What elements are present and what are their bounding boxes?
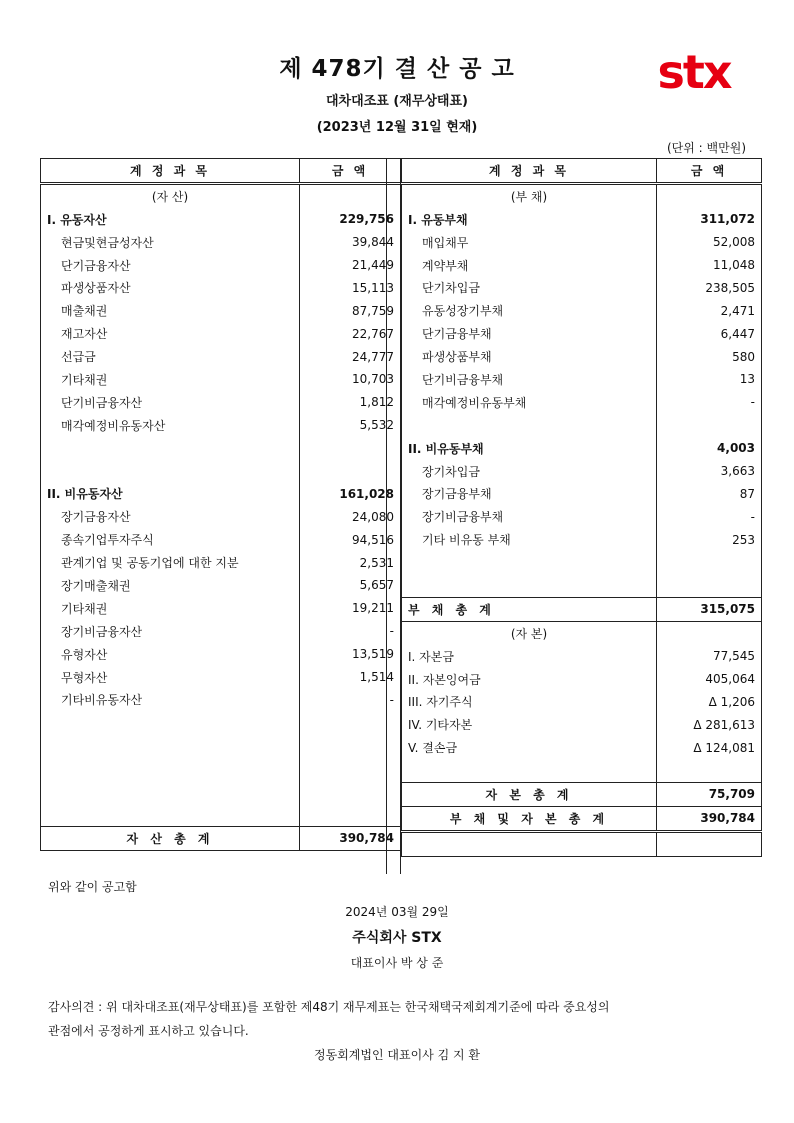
liability-item: 매각예정비유동부채 — [402, 391, 657, 414]
company-name: 주식회사 STX — [352, 930, 442, 946]
noncurrent-assets-label: II. 비유동자산 — [41, 482, 300, 505]
total-equity-label: 자 본 총 계 — [402, 783, 657, 807]
asset-item: 단기비금융자산 — [41, 391, 300, 414]
total-liabilities-value: 315,075 — [657, 597, 762, 621]
audit-opinion-line2: 관점에서 공정하게 표시하고 있습니다. — [48, 1024, 249, 1038]
audit-opinion-line1: 감사의견 : 위 대차대조표(재무상태표)를 포함한 제48기 재무제표는 한국채택국제회계기준에 따라 중요성의 — [48, 1000, 610, 1014]
current-liabilities-total: 311,072 — [657, 208, 762, 231]
liability-item: 단기차입금 — [402, 276, 657, 299]
asset-item: 관계기업 및 공동기업에 대한 지분 — [41, 551, 300, 574]
asset-value: 22,767 — [300, 322, 401, 345]
asset-item: 재고자산 — [41, 322, 300, 345]
asset-value: 87,759 — [300, 299, 401, 322]
asset-value: 39,844 — [300, 231, 401, 254]
total-liabilities-label: 부 채 총 계 — [402, 597, 657, 621]
asset-item: 단기금융자산 — [41, 254, 300, 277]
asset-value: 10,703 — [300, 368, 401, 391]
asset-value: 2,531 — [300, 551, 401, 574]
liability-value: 13 — [657, 368, 762, 391]
liability-item: 장기금융부채 — [402, 482, 657, 505]
asset-item: 선급금 — [41, 345, 300, 368]
stx-logo — [641, 52, 747, 94]
equity-item: IV. 기타자본 — [402, 713, 657, 736]
asset-item: 기타채권 — [41, 368, 300, 391]
equity-value: Δ 1,206 — [657, 690, 762, 713]
asset-item: 기타비유동자산 — [41, 688, 300, 711]
asset-item: 종속기업투자주식 — [41, 528, 300, 551]
notice-date: 2024년 03월 29일 — [345, 905, 449, 919]
noncurrent-liabilities-total: 4,003 — [657, 437, 762, 460]
asset-value: 5,657 — [300, 574, 401, 597]
asset-item: 무형자산 — [41, 666, 300, 689]
liability-value: 2,471 — [657, 299, 762, 322]
asset-item: 장기비금융자산 — [41, 620, 300, 643]
page-title: 제 478기 결 산 공 고 — [279, 56, 515, 82]
liability-item: 단기비금융부채 — [402, 368, 657, 391]
asset-value: 15,113 — [300, 276, 401, 299]
statement-name: 대차대조표 (재무상태표) — [326, 94, 468, 109]
col-account-header: 계 정 과 목 — [41, 159, 300, 184]
current-assets-total: 229,756 — [300, 208, 401, 231]
liability-item: 파생상품부채 — [402, 345, 657, 368]
asset-value: 13,519 — [300, 643, 401, 666]
total-liab-equity-label: 부 채 및 자 본 총 계 — [402, 806, 657, 831]
liability-item: 계약부채 — [402, 254, 657, 277]
equity-value: Δ 281,613 — [657, 713, 762, 736]
asset-item: 장기매출채권 — [41, 574, 300, 597]
equity-value: Δ 124,081 — [657, 736, 762, 759]
liability-item: 장기비금융부채 — [402, 505, 657, 528]
asset-item: 현금및현금성자산 — [41, 231, 300, 254]
liability-item: 매입채무 — [402, 231, 657, 254]
equity-item: V. 결손금 — [402, 736, 657, 759]
asset-value: 1,514 — [300, 666, 401, 689]
col-amount-header: 금 액 — [300, 159, 401, 184]
liability-value: 3,663 — [657, 460, 762, 483]
liability-value: 580 — [657, 345, 762, 368]
total-liab-equity-value: 390,784 — [657, 806, 762, 831]
current-assets-label: I. 유동자산 — [41, 208, 300, 231]
asset-value: 24,080 — [300, 505, 401, 528]
liabilities-section-label: (부 채) — [402, 183, 657, 207]
col-amount-header: 금 액 — [657, 159, 762, 184]
asset-item: 기타채권 — [41, 597, 300, 620]
asset-value: - — [300, 620, 401, 643]
liability-value: 238,505 — [657, 276, 762, 299]
total-assets-label: 자 산 총 계 — [41, 826, 300, 850]
asset-value: 94,516 — [300, 528, 401, 551]
notice-text: 위와 같이 공고함 — [48, 880, 137, 894]
statement-date: (2023년 12월 31일 현재) — [316, 120, 478, 135]
ceo-name: 대표이사 박 상 준 — [350, 956, 444, 970]
equity-value: 405,064 — [657, 668, 762, 691]
column-gap — [386, 158, 401, 874]
assets-section-label: (자 산) — [41, 183, 300, 207]
asset-item: 매각예정비유동자산 — [41, 414, 300, 437]
auditor-name: 정동회계법인 대표이사 김 지 환 — [314, 1048, 480, 1062]
liability-value: 253 — [657, 528, 762, 551]
asset-item: 장기금융자산 — [41, 505, 300, 528]
asset-value: - — [300, 688, 401, 711]
liability-item: 단기금융부채 — [402, 322, 657, 345]
liability-value: - — [657, 391, 762, 414]
equity-item: II. 자본잉여금 — [402, 668, 657, 691]
asset-value: 21,449 — [300, 254, 401, 277]
asset-value: 5,532 — [300, 414, 401, 437]
current-liabilities-label: I. 유동부채 — [402, 208, 657, 231]
liability-item: 장기차입금 — [402, 460, 657, 483]
col-account-header: 계 정 과 목 — [402, 159, 657, 184]
liability-value: 6,447 — [657, 322, 762, 345]
assets-table — [40, 158, 401, 851]
liability-item: 기타 비유동 부채 — [402, 528, 657, 551]
liability-value: - — [657, 505, 762, 528]
noncurrent-assets-total: 161,028 — [300, 482, 401, 505]
total-equity-value: 75,709 — [657, 783, 762, 807]
asset-item: 파생상품자산 — [41, 276, 300, 299]
asset-item: 매출채권 — [41, 299, 300, 322]
asset-value: 1,812 — [300, 391, 401, 414]
equity-item: I. 자본금 — [402, 645, 657, 668]
equity-section-label: (자 본) — [402, 621, 657, 644]
equity-value: 77,545 — [657, 645, 762, 668]
liability-value: 52,008 — [657, 231, 762, 254]
liability-value: 11,048 — [657, 254, 762, 277]
equity-item: III. 자기주식 — [402, 690, 657, 713]
asset-item: 유형자산 — [41, 643, 300, 666]
asset-value: 19,211 — [300, 597, 401, 620]
liability-item: 유동성장기부채 — [402, 299, 657, 322]
noncurrent-liabilities-label: II. 비유동부채 — [402, 437, 657, 460]
stx-logo-text: stx — [657, 52, 731, 94]
total-assets-value: 390,784 — [300, 826, 401, 850]
asset-value: 24,777 — [300, 345, 401, 368]
unit-label: (단위 : 백만원) — [667, 141, 746, 155]
liabilities-equity-table — [401, 158, 762, 857]
liability-value: 87 — [657, 482, 762, 505]
